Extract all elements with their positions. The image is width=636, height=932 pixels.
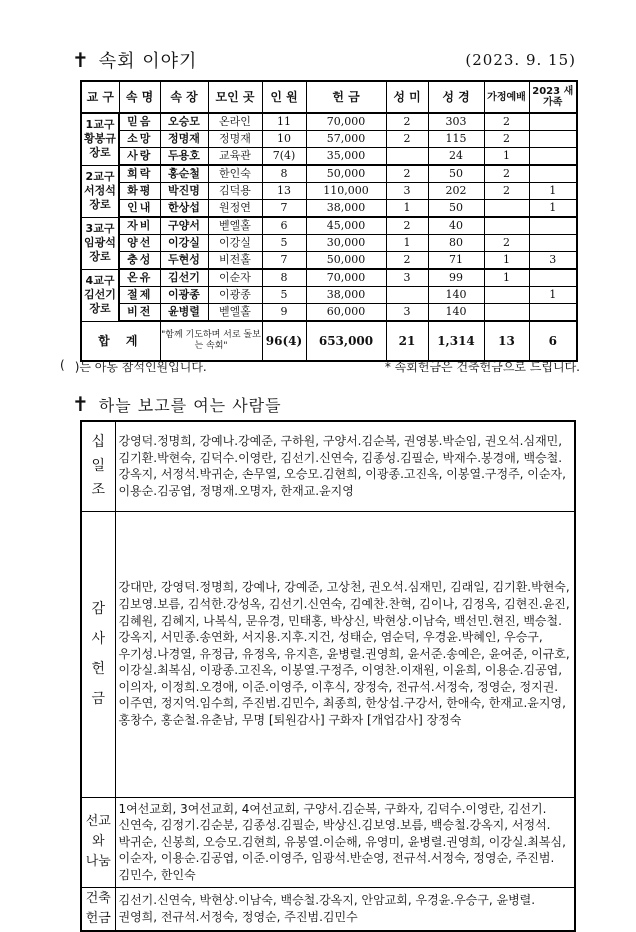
- cell-rice: 3: [386, 269, 428, 287]
- total-rice: 21: [386, 321, 428, 361]
- offering-row-mission: [81, 797, 575, 887]
- cell-people: 7: [262, 200, 306, 218]
- cell-offering: 70,000: [306, 113, 386, 131]
- cell-people: 5: [262, 235, 306, 252]
- cell-worship: 2: [484, 183, 529, 200]
- total-row: [81, 321, 577, 361]
- offering-names: 강영덕.정명희, 강예나.강예준, 구하원, 구양서.김순복, 권영봉.박순임, 권오석.심재민, 김기환.박현숙, 김덕수.이영란, 김선기.신연숙, 김종성.김필순, 박재수.봉경애, 백승철.강옥지, 서정석.박귀순, 손무열, 오승모.김현희, 이광종.고진옥, 이봉열.구정주, 이순자, 이용순.김공엽, 정명재.오명자, 한재교.윤지영: [115, 421, 575, 511]
- cell-rice: 3: [386, 304, 428, 322]
- cell-leader: 구양서: [160, 217, 208, 235]
- cell-offering: 110,000: [306, 183, 386, 200]
- cell-newfam: 1: [529, 183, 577, 200]
- cell-bible: 50: [428, 200, 484, 218]
- cell-worship: 2: [484, 165, 529, 183]
- cell-bible: 140: [428, 287, 484, 304]
- cell-worship: 1: [484, 252, 529, 270]
- cell-people: 6: [262, 217, 306, 235]
- cell-worship: [484, 304, 529, 322]
- total-people: 96(4): [262, 321, 306, 361]
- table-row: [81, 217, 577, 235]
- cell-group: 자비: [119, 217, 160, 235]
- cell-newfam: [529, 165, 577, 183]
- cell-worship: 2: [484, 235, 529, 252]
- cell-people: 5: [262, 287, 306, 304]
- report-date: (2023. 9. 15): [465, 51, 576, 69]
- section-title-offerings: 하늘 보고를 여는 사람들: [98, 395, 282, 415]
- cell-people: 8: [262, 269, 306, 287]
- cell-worship: 2: [484, 113, 529, 131]
- cell-bible: 71: [428, 252, 484, 270]
- note-paren: (: [60, 358, 65, 372]
- cell-group: 양선: [119, 235, 160, 252]
- offering-row-tithe: [81, 421, 575, 511]
- section-title-fellowship: 속회 이야기: [98, 51, 198, 72]
- cell-newfam: [529, 113, 577, 131]
- cell-place: 벧엘홀: [208, 217, 262, 235]
- table-row: [81, 304, 577, 322]
- offering-names: 김선기.신연숙, 박현상.이남숙, 백승철.강옥지, 안암교회, 우경윤.우승구, 윤병렬.권영희, 전규석.서정숙, 정영순, 주진범.김민수: [115, 887, 575, 931]
- cell-offering: 70,000: [306, 269, 386, 287]
- cell-newfam: 3: [529, 252, 577, 270]
- table-notes: [60, 358, 580, 375]
- cell-worship: 1: [484, 148, 529, 166]
- cell-place: 벧엘홀: [208, 304, 262, 322]
- cell-place: 이광종: [208, 287, 262, 304]
- cell-worship: [484, 200, 529, 218]
- cell-rice: [386, 287, 428, 304]
- district-cell: 1교구 황봉규 장로: [81, 113, 119, 165]
- offering-category: 선교 와 나눔: [81, 797, 115, 887]
- offering-row-thanks: [81, 511, 575, 797]
- cell-group: 희락: [119, 165, 160, 183]
- table-row: [81, 131, 577, 148]
- section-header-offerings: [72, 391, 576, 417]
- cell-worship: 1: [484, 269, 529, 287]
- total-label: 합 계: [81, 321, 160, 361]
- cell-rice: 2: [386, 252, 428, 270]
- cell-leader: 오승모: [160, 113, 208, 131]
- cell-people: 7(4): [262, 148, 306, 166]
- district-cell: 3교구 임광석 장로: [81, 217, 119, 269]
- cell-bible: 24: [428, 148, 484, 166]
- cell-people: 11: [262, 113, 306, 131]
- cell-rice: 2: [386, 113, 428, 131]
- offering-category: 십 일 조: [81, 421, 115, 511]
- header-district: 교 구: [81, 81, 119, 113]
- cell-rice: [386, 148, 428, 166]
- cell-newfam: [529, 217, 577, 235]
- cell-leader: 두현성: [160, 252, 208, 270]
- table-row: [81, 148, 577, 166]
- cell-bible: 303: [428, 113, 484, 131]
- cell-place: 한인숙: [208, 165, 262, 183]
- note-child-count: )는 아동 참석인원입니다.: [74, 360, 207, 374]
- note-offering: * 속회헌금은 건축헌금으로 드립니다.: [384, 360, 580, 374]
- header-group: 속 명: [119, 81, 160, 113]
- cell-offering: 45,000: [306, 217, 386, 235]
- cell-rice: 2: [386, 131, 428, 148]
- total-bible: 1,314: [428, 321, 484, 361]
- cell-leader: 박진명: [160, 183, 208, 200]
- table-row: [81, 165, 577, 183]
- header-newfam: 2023 새가족: [529, 81, 577, 113]
- district-cell: 4교구 김선기 장로: [81, 269, 119, 321]
- cell-bible: 115: [428, 131, 484, 148]
- cell-people: 9: [262, 304, 306, 322]
- cell-bible: 99: [428, 269, 484, 287]
- total-slogan: "함께 기도하며 서로 돌보는 속회": [160, 321, 262, 361]
- cell-people: 10: [262, 131, 306, 148]
- offering-category: 건축 헌금: [81, 887, 115, 931]
- offering-category: 감 사 헌 금: [81, 511, 115, 797]
- cell-place: 교육관: [208, 148, 262, 166]
- cell-newfam: 1: [529, 287, 577, 304]
- table-row: [81, 183, 577, 200]
- cell-group: 인내: [119, 200, 160, 218]
- offering-row-building: [81, 887, 575, 931]
- cell-offering: 35,000: [306, 148, 386, 166]
- cell-newfam: [529, 269, 577, 287]
- offering-names: 1여선교회, 3여선교회, 4여선교회, 구양서.김순복, 구화자, 김덕수.이영란, 김선기.신연숙, 김정기.김순분, 김종성.김필순, 박상신.김보영.보름, 백승철.강옥지, 서정석.박귀순, 신봉희, 오승모.김현희, 유봉열.이순해, 유영미, 윤병렬.권영희, 이강실.최복심, 이순자, 이용순.김공엽, 이준.이영주, 임광석.반순영, 전규석.서정숙, 정영순, 주진범.김민수, 한인숙: [115, 797, 575, 887]
- cell-group: 화평: [119, 183, 160, 200]
- table-row: [81, 113, 577, 131]
- cell-leader: 이강실: [160, 235, 208, 252]
- header-offering: 헌 금: [306, 81, 386, 113]
- cell-group: 사랑: [119, 148, 160, 166]
- cell-newfam: [529, 148, 577, 166]
- header-rice: 성 미: [386, 81, 428, 113]
- cell-leader: 두용호: [160, 148, 208, 166]
- section-header-fellowship: [72, 47, 576, 73]
- cell-leader: 이광종: [160, 287, 208, 304]
- cell-bible: 202: [428, 183, 484, 200]
- table-row: [81, 235, 577, 252]
- cell-place: 이순자: [208, 269, 262, 287]
- total-newfam: 6: [529, 321, 577, 361]
- cell-leader: 윤병렬: [160, 304, 208, 322]
- cell-group: 소망: [119, 131, 160, 148]
- table-row: [81, 252, 577, 270]
- cross-icon: ✝: [72, 48, 89, 72]
- cell-newfam: [529, 131, 577, 148]
- cell-group: 온유: [119, 269, 160, 287]
- cell-place: 원정연: [208, 200, 262, 218]
- cell-people: 7: [262, 252, 306, 270]
- fellowship-table: [80, 80, 578, 362]
- header-place: 모인 곳: [208, 81, 262, 113]
- cell-bible: 140: [428, 304, 484, 322]
- cell-offering: 57,000: [306, 131, 386, 148]
- cell-offering: 60,000: [306, 304, 386, 322]
- cell-group: 충성: [119, 252, 160, 270]
- cell-group: 비전: [119, 304, 160, 322]
- cell-bible: 80: [428, 235, 484, 252]
- cell-rice: 1: [386, 200, 428, 218]
- cell-place: 비전홀: [208, 252, 262, 270]
- cell-bible: 40: [428, 217, 484, 235]
- cell-rice: 3: [386, 183, 428, 200]
- cell-leader: 정명재: [160, 131, 208, 148]
- cell-place: 이강실: [208, 235, 262, 252]
- offering-names: 강대만, 강영덕.정명희, 강예나, 강예준, 고상천, 권오석.심재민, 김래일, 김기환.박현숙, 김보영.보름, 김석한.강성옥, 김선기.신연숙, 김예찬.찬혁, 김이나, 김정옥, 김현진.윤진, 김혜원, 김혜지, 나복식, 문유경, 민태홍, 박상신, 박현상.이남숙, 백선민.현진, 백승철.강옥지, 서민종.송연화, 서지용.지후.지건, 성태순, 염순덕, 우경윤.박혜인, 우승구, 우기성.나경열, 유정금, 유정옥, 유지흔, 윤병렬.권영희, 윤서준.송예은, 윤여준, 이규호, 이강실.최복심, 이광종.고진옥, 이봉열.구정주, 이영찬.이재원, 이윤희, 이용순.김공엽, 이의자, 이정희.오경애, 이준.이영주, 이후식, 장정숙, 전규석.서정숙, 정영순, 정지권.이주연, 정지억.임수희, 주진범.김민수, 최종희, 한상섭.구강서, 한애숙, 한재교.윤지영, 홍창수, 홍순철.유춘남, 무명 [퇴원감사] 구화자 [개업감사] 장정숙: [115, 511, 575, 797]
- cell-leader: 한상섭: [160, 200, 208, 218]
- cell-offering: 50,000: [306, 252, 386, 270]
- table-row: [81, 287, 577, 304]
- cell-worship: 2: [484, 131, 529, 148]
- cell-newfam: [529, 304, 577, 322]
- total-offering: 653,000: [306, 321, 386, 361]
- cell-people: 8: [262, 165, 306, 183]
- cell-newfam: [529, 235, 577, 252]
- cell-worship: [484, 287, 529, 304]
- cell-offering: 50,000: [306, 165, 386, 183]
- cell-group: 절제: [119, 287, 160, 304]
- cell-place: 김덕용: [208, 183, 262, 200]
- header-leader: 속 장: [160, 81, 208, 113]
- offerings-table: [80, 420, 576, 932]
- cell-offering: 30,000: [306, 235, 386, 252]
- cell-worship: [484, 217, 529, 235]
- header-bible: 성 경: [428, 81, 484, 113]
- cell-place: 정명재: [208, 131, 262, 148]
- cell-newfam: 1: [529, 200, 577, 218]
- header-people: 인 원: [262, 81, 306, 113]
- total-worship: 13: [484, 321, 529, 361]
- cell-leader: 김선기: [160, 269, 208, 287]
- cell-place: 온라인: [208, 113, 262, 131]
- cell-rice: 2: [386, 217, 428, 235]
- cell-people: 13: [262, 183, 306, 200]
- table-row: [81, 200, 577, 218]
- cross-icon: ✝: [72, 392, 89, 416]
- cell-bible: 50: [428, 165, 484, 183]
- cell-offering: 38,000: [306, 287, 386, 304]
- table-row: [81, 269, 577, 287]
- cell-offering: 38,000: [306, 200, 386, 218]
- header-worship: 가정예배: [484, 81, 529, 113]
- district-cell: 2교구 서정석 장로: [81, 165, 119, 217]
- cell-rice: 1: [386, 235, 428, 252]
- cell-rice: 2: [386, 165, 428, 183]
- cell-leader: 홍순철: [160, 165, 208, 183]
- cell-group: 믿음: [119, 113, 160, 131]
- table-header-row: [81, 81, 577, 113]
